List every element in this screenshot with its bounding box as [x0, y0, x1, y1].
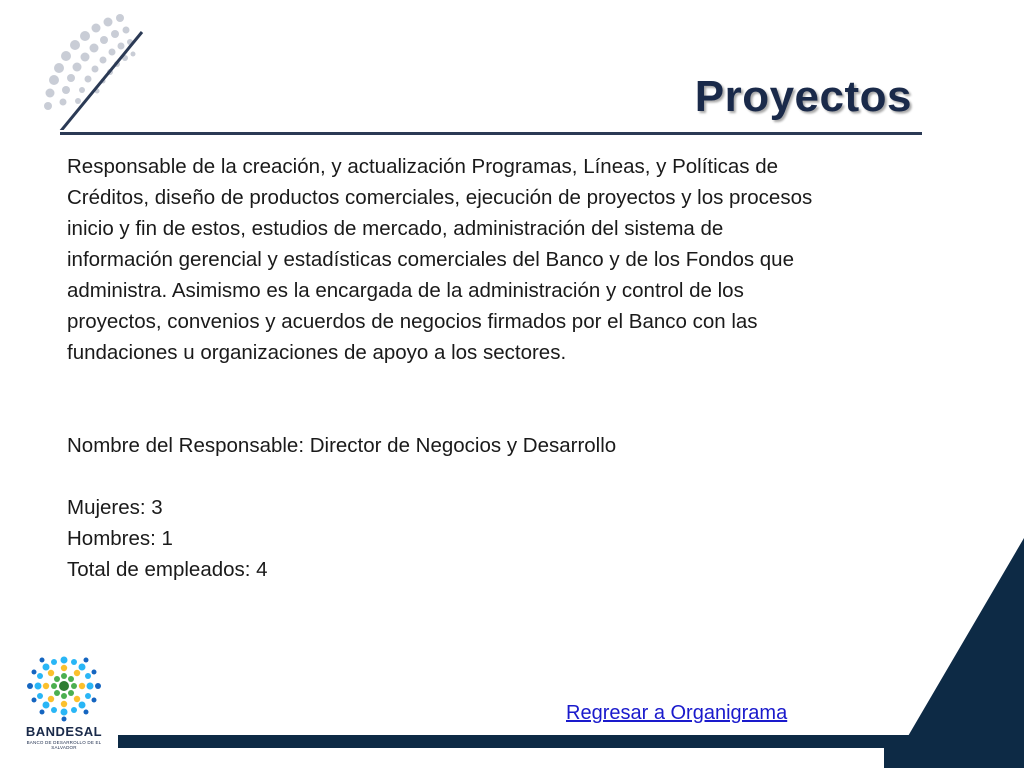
men-count: Hombres: 1	[67, 527, 173, 550]
logo-name: BANDESAL	[25, 724, 103, 739]
title-underline	[60, 132, 922, 135]
footer-bar	[118, 735, 938, 748]
description-line: información gerencial y estadísticas comerciales del Banco y de los Fondos que	[67, 248, 794, 271]
description-line: Créditos, diseño de productos comerciales, ejecución de proyectos y los procesos	[67, 186, 813, 209]
logo-subtitle: BANCO DE DESARROLLO DE EL SALVADOR	[26, 740, 102, 750]
back-to-org-chart-link[interactable]: Regresar a Organigrama	[566, 702, 788, 724]
description-line: inicio y fin de estos, estudios de mercado, administración del sistema de	[67, 217, 724, 240]
corner-decoration	[884, 538, 1024, 768]
responsible-text: Nombre del Responsable: Director de Negocios y Desarrollo	[67, 434, 617, 457]
description-line: proyectos, convenios y acuerdos de negocios firmados por el Banco con las	[67, 310, 758, 333]
women-count: Mujeres: 3	[67, 496, 163, 519]
description-line: Responsable de la creación, y actualización Programas, Líneas, y Políticas de	[67, 155, 779, 178]
slide-title: Proyectos	[694, 72, 912, 121]
description-line: fundaciones u organizaciones de apoyo a los sectores.	[67, 341, 567, 364]
bandesal-logo	[14, 654, 114, 754]
logo-mark-icon	[14, 654, 114, 722]
slide-content	[67, 151, 927, 585]
total-employees: Total de empleados: 4	[67, 558, 268, 581]
dots-arc-decoration	[30, 10, 150, 130]
description-line: administra. Asimismo es la encargada de la administración y control de los	[67, 279, 744, 302]
